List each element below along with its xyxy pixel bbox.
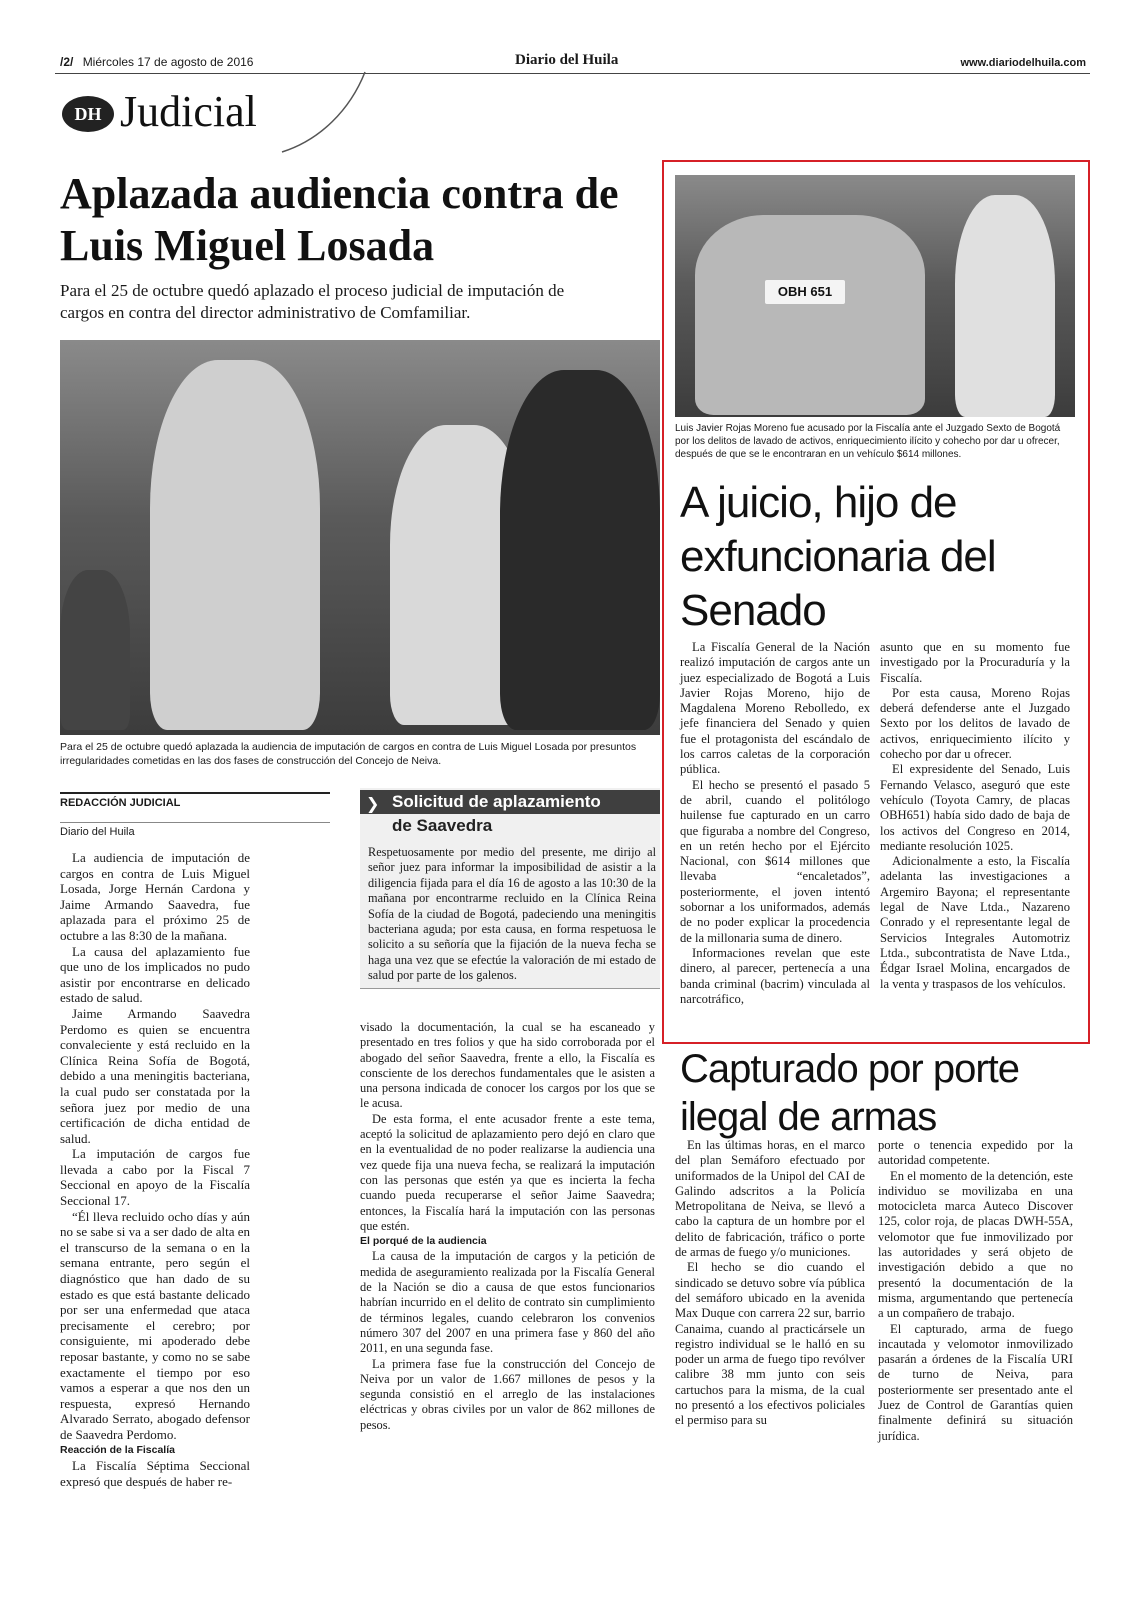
article-losada-col2 xyxy=(360,1020,655,1433)
paragraph: La audiencia de imputación de cargos en contra de Luis Miguel Losada, Jorge Hernán Cardona y Jaime Armando Saavedra, fue aplazada para el próximo 25 de octubre a las 8:30 de la mañana. xyxy=(60,850,250,943)
paragraph: La Fiscalía General de la Nación realizó imputación de cargos ante un juez especializado de Bogotá a Luis Javier Rojas Moreno, hijo de Magdalena Moreno Rebolledo, ex jefe financiera del Senado y quien fue el protagonista del escándalo de los carros caletas de la corporación pública. xyxy=(680,640,870,777)
paragraph: visado la documentación, la cual se ha escaneado y presentado en tres folios y que ha sido corroborada por el abogado del señor Saavedra, frente a ello, la Fiscalía es consciente de los derechos fundamentales que le asisten a una persona indicada de conocer los cargos por los que se le acusa. xyxy=(360,1020,655,1111)
headline-rojas: A juicio, hijo de exfuncionaria del Senado xyxy=(680,478,996,635)
headline-losada: Aplazada audiencia contra de Luis Miguel Losada xyxy=(60,169,619,270)
paragraph: El expresidente del Senado, Luis Fernando Velasco, aseguró que este vehículo (Toyota Camry, de placas OBH651) había sido dado de baja de los activos del Congreso en 2014, mediante resolución 1025. xyxy=(880,762,1070,853)
paragraph: En el momento de la detención, este individuo se movilizaba en una motocicleta marca Auteco Discover 125, color roja, de placas DWH-55A, velomotor que fue inmovilizado por las autoridades y será objeto de investigación debido a que no presentó la documentación de la misma, argumentando que pertenecía a un compañero de trabajo. xyxy=(878,1168,1073,1321)
article-rojas-col1 xyxy=(680,640,870,1007)
subhead-porque: El porqué de la audiencia xyxy=(360,1235,487,1248)
caption-rojas: Luis Javier Rojas Moreno fue acusado por la Fiscalía ante el Juzgado Sexto de Bogotá por los delitos de lavado de activos, enriquecimiento ilícito y cohecho por dar u ofrecer, después de que se le encontraran en un vehículo $614 millones. xyxy=(675,423,1061,460)
box-text: Respetuosamente por medio del presente, me dirijo al señor juez para informar la imposibilidad de asistir a la diligencia fijada para el día 16 de agosto a las 10:30 de la mañana por encontrarme recluido en la Clínica Reina Sofía de la ciudad de Bogotá, padeciendo una meningitis bacteriana aguda; por esta causa, en forma respetuosa le solicito a su señoría que la fijación de la nueva fecha se haga una vez que se efectúe la valoración de mi estado de salud por parte de los galenos. xyxy=(368,845,656,983)
paragraph: La imputación de cargos fue llevada a cabo por la Fiscal 7 Seccional en apoyo de la Fiscalía Seccional 17. xyxy=(60,1146,250,1209)
paragraph: La causa del aplazamiento fue que uno de los implicados no pudo asistir por encontrarse en delicado estado de salud. xyxy=(60,943,250,1006)
paragraph: La causa de la imputación de cargos y la petición de medida de aseguramiento realizada por la Fiscalía General de la Nación se dio a causa de que estos funcionarios habrían incurrido en el delito de contrato sin cumplimiento de términos legales, cuando celebraron los convenios número 307 del 2007 en una primera fase y 860 del año 2011, en una segunda fase. xyxy=(360,1249,655,1356)
paragraph: asunto que en su momento fue investigado por la Procuraduría y la Fiscalía. xyxy=(880,640,1070,685)
box-title-line2: de Saavedra xyxy=(392,816,493,835)
caption-losada: Para el 25 de octubre quedó aplazada la audiencia de imputación de cargos en contra de Luis Miguel Losada por presuntos irregularidades cometidas en las dos fases de construcción del Concejo de Neiva. xyxy=(60,741,637,767)
paragraph: Jaime Armando Saavedra Perdomo es quien se encuentra convaleciente y está recluido en la Clínica Reina Sofía de Bogotá, debido a una meningitis bacteriana, la cual pudo ser constatada por la señora juez por medio de una certificación de dicha entidad de salud. xyxy=(60,1005,250,1146)
paragraph: El capturado, arma de fuego incautada y velomotor inmovilizado pasarán a órdenes de la Fiscalía URI de turno de Neiva, para posteriormente ser presentado ante el Juez de Control de Garantías quien finalmente definirá su situación jurídica. xyxy=(878,1321,1073,1443)
paragraph: El hecho se dio cuando el sindicado se detuvo sobre vía pública del semáforo ubicado en la avenida Max Duque con carrera 22 sur, barrio Canaima, cuando al practicársele un registro individual se le halló en su poder un arma de fuego tipo revólver calibre 38 mm junto con seis cartuchos para la misma, de la cual no presentó a los efectivos policiales el permiso para su xyxy=(675,1260,865,1428)
article-armas-col2 xyxy=(878,1138,1073,1444)
article-armas-col1 xyxy=(675,1138,865,1429)
license-plate: OBH 651 xyxy=(765,280,845,304)
source: Diario del Huila xyxy=(60,822,330,838)
paragraph: En las últimas horas, en el marco del plan Semáforo efectuado por uniformados de la Unipol del CAI de Galindo adscritos a la Policía Metropolitana de Neiva, se llevó a cabo la captura de un hombre por el delito de fabricación, tráfico o porte de armas de fuego y/o municiones. xyxy=(675,1138,865,1260)
paragraph: La Fiscalía Séptima Seccional expresó que después de haber re- xyxy=(60,1458,250,1489)
website: www.diariodelhuila.com xyxy=(960,57,1086,69)
paragraph: La primera fase fue la construcción del Concejo de Neiva por un valor de 1.667 millones de pesos y la segunda consistió en el arreglo de las instalaciones eléctricas y obras civiles por un valor de 862 millones de pesos. xyxy=(360,1356,655,1432)
paragraph: El hecho se presentó el pasado 5 de abril, cuando el politólogo huilense fue capturado en un carro que figuraba a nombre del Congreso, en un retén hecho por el Ejército Nacional, con $614 millones que llevaba “encaletados”, posteriormente, el joven intentó sobornar a los uniformados, además de no poder explicar la procedencia de la millonaria suma de dinero. xyxy=(680,777,870,945)
photo-hearing xyxy=(60,340,660,735)
paragraph: porte o tenencia expedido por la autoridad competente. xyxy=(878,1138,1073,1168)
headline-armas: Capturado por porte ilegal de armas xyxy=(680,1047,1020,1139)
subhead-fiscalia: Reacción de la Fiscalía xyxy=(60,1443,175,1456)
box-title-line1: Solicitud de aplazamiento xyxy=(392,792,601,811)
photo-car xyxy=(675,175,1075,417)
section-swoosh xyxy=(280,70,370,160)
paragraph: Adicionalmente a esto, la Fiscalía adelanta las investigaciones a Argemiro Bayona; el representante legal de Nave Ltda., Nazareno Conrado y el representante legal de Servicios Integrales Automotriz Ltda., subcontratista de Nave Ltda., Édgar Israel Molina, encargados de la venta y traspasos de los vehículos. xyxy=(880,854,1070,991)
page-header-left xyxy=(60,55,253,69)
article-rojas-col2 xyxy=(880,640,1070,992)
header-rule xyxy=(55,73,1090,74)
paragraph: Informaciones revelan que este dinero, al parecer, pertenecía a una banda criminal (bacrim) vinculada al narcotráfico, xyxy=(680,945,870,1006)
paragraph: De esta forma, el ente acusador frente a este tema, aceptó la solicitud de aplazamiento pero dejó en claro que en la eventualidad de no poder realizarse la audiencia una vez quede fija una nueva fecha, se realizará la imputación con las personas que estén ya que es incierta la fecha cuando pueda recuperarse el señor Jaime Saavedra; entonces, la Fiscalía hará la imputación con las personas que estén. xyxy=(360,1111,655,1233)
article-losada-col1 xyxy=(60,850,250,1489)
chevron-right-icon: ❯ xyxy=(366,794,380,813)
dh-logo: DH xyxy=(62,96,114,132)
masthead: Diario del Huila xyxy=(515,52,619,68)
section-title: Judicial xyxy=(120,87,257,136)
byline: REDACCIÓN JUDICIAL xyxy=(60,792,330,809)
page-number: /2/ xyxy=(60,55,74,69)
paragraph: “Él lleva recluido ocho días y aún no se sabe si va a ser dado de alta en el transcurso de la semana o en la semana entrante, pero según el diagnóstico que han dado de su estado es que está bastante delicado por ser una enfermedad que ataca precisamente el cerebro; por consiguiente, mi apoderado debe reposar bastante, y como no se sabe exactamente el tiempo por eso vamos a esperar a que nos den un respuesta, expresó Hernando Alvarado Serrato, abogado defensor de Saavedra Perdomo. xyxy=(60,1208,250,1442)
paragraph: Por esta causa, Moreno Rojas deberá defenderse ante el Juzgado Sexto por los delitos de lavado de activos, enriquecimiento ilícito y cohecho por dar u ofrecer. xyxy=(880,685,1070,762)
deck-losada: Para el 25 de octubre quedó aplazado el proceso judicial de imputación de cargos en contra del director administrativo de Comfamiliar. xyxy=(60,281,565,322)
issue-date: Miércoles 17 de agosto de 2016 xyxy=(82,55,254,69)
